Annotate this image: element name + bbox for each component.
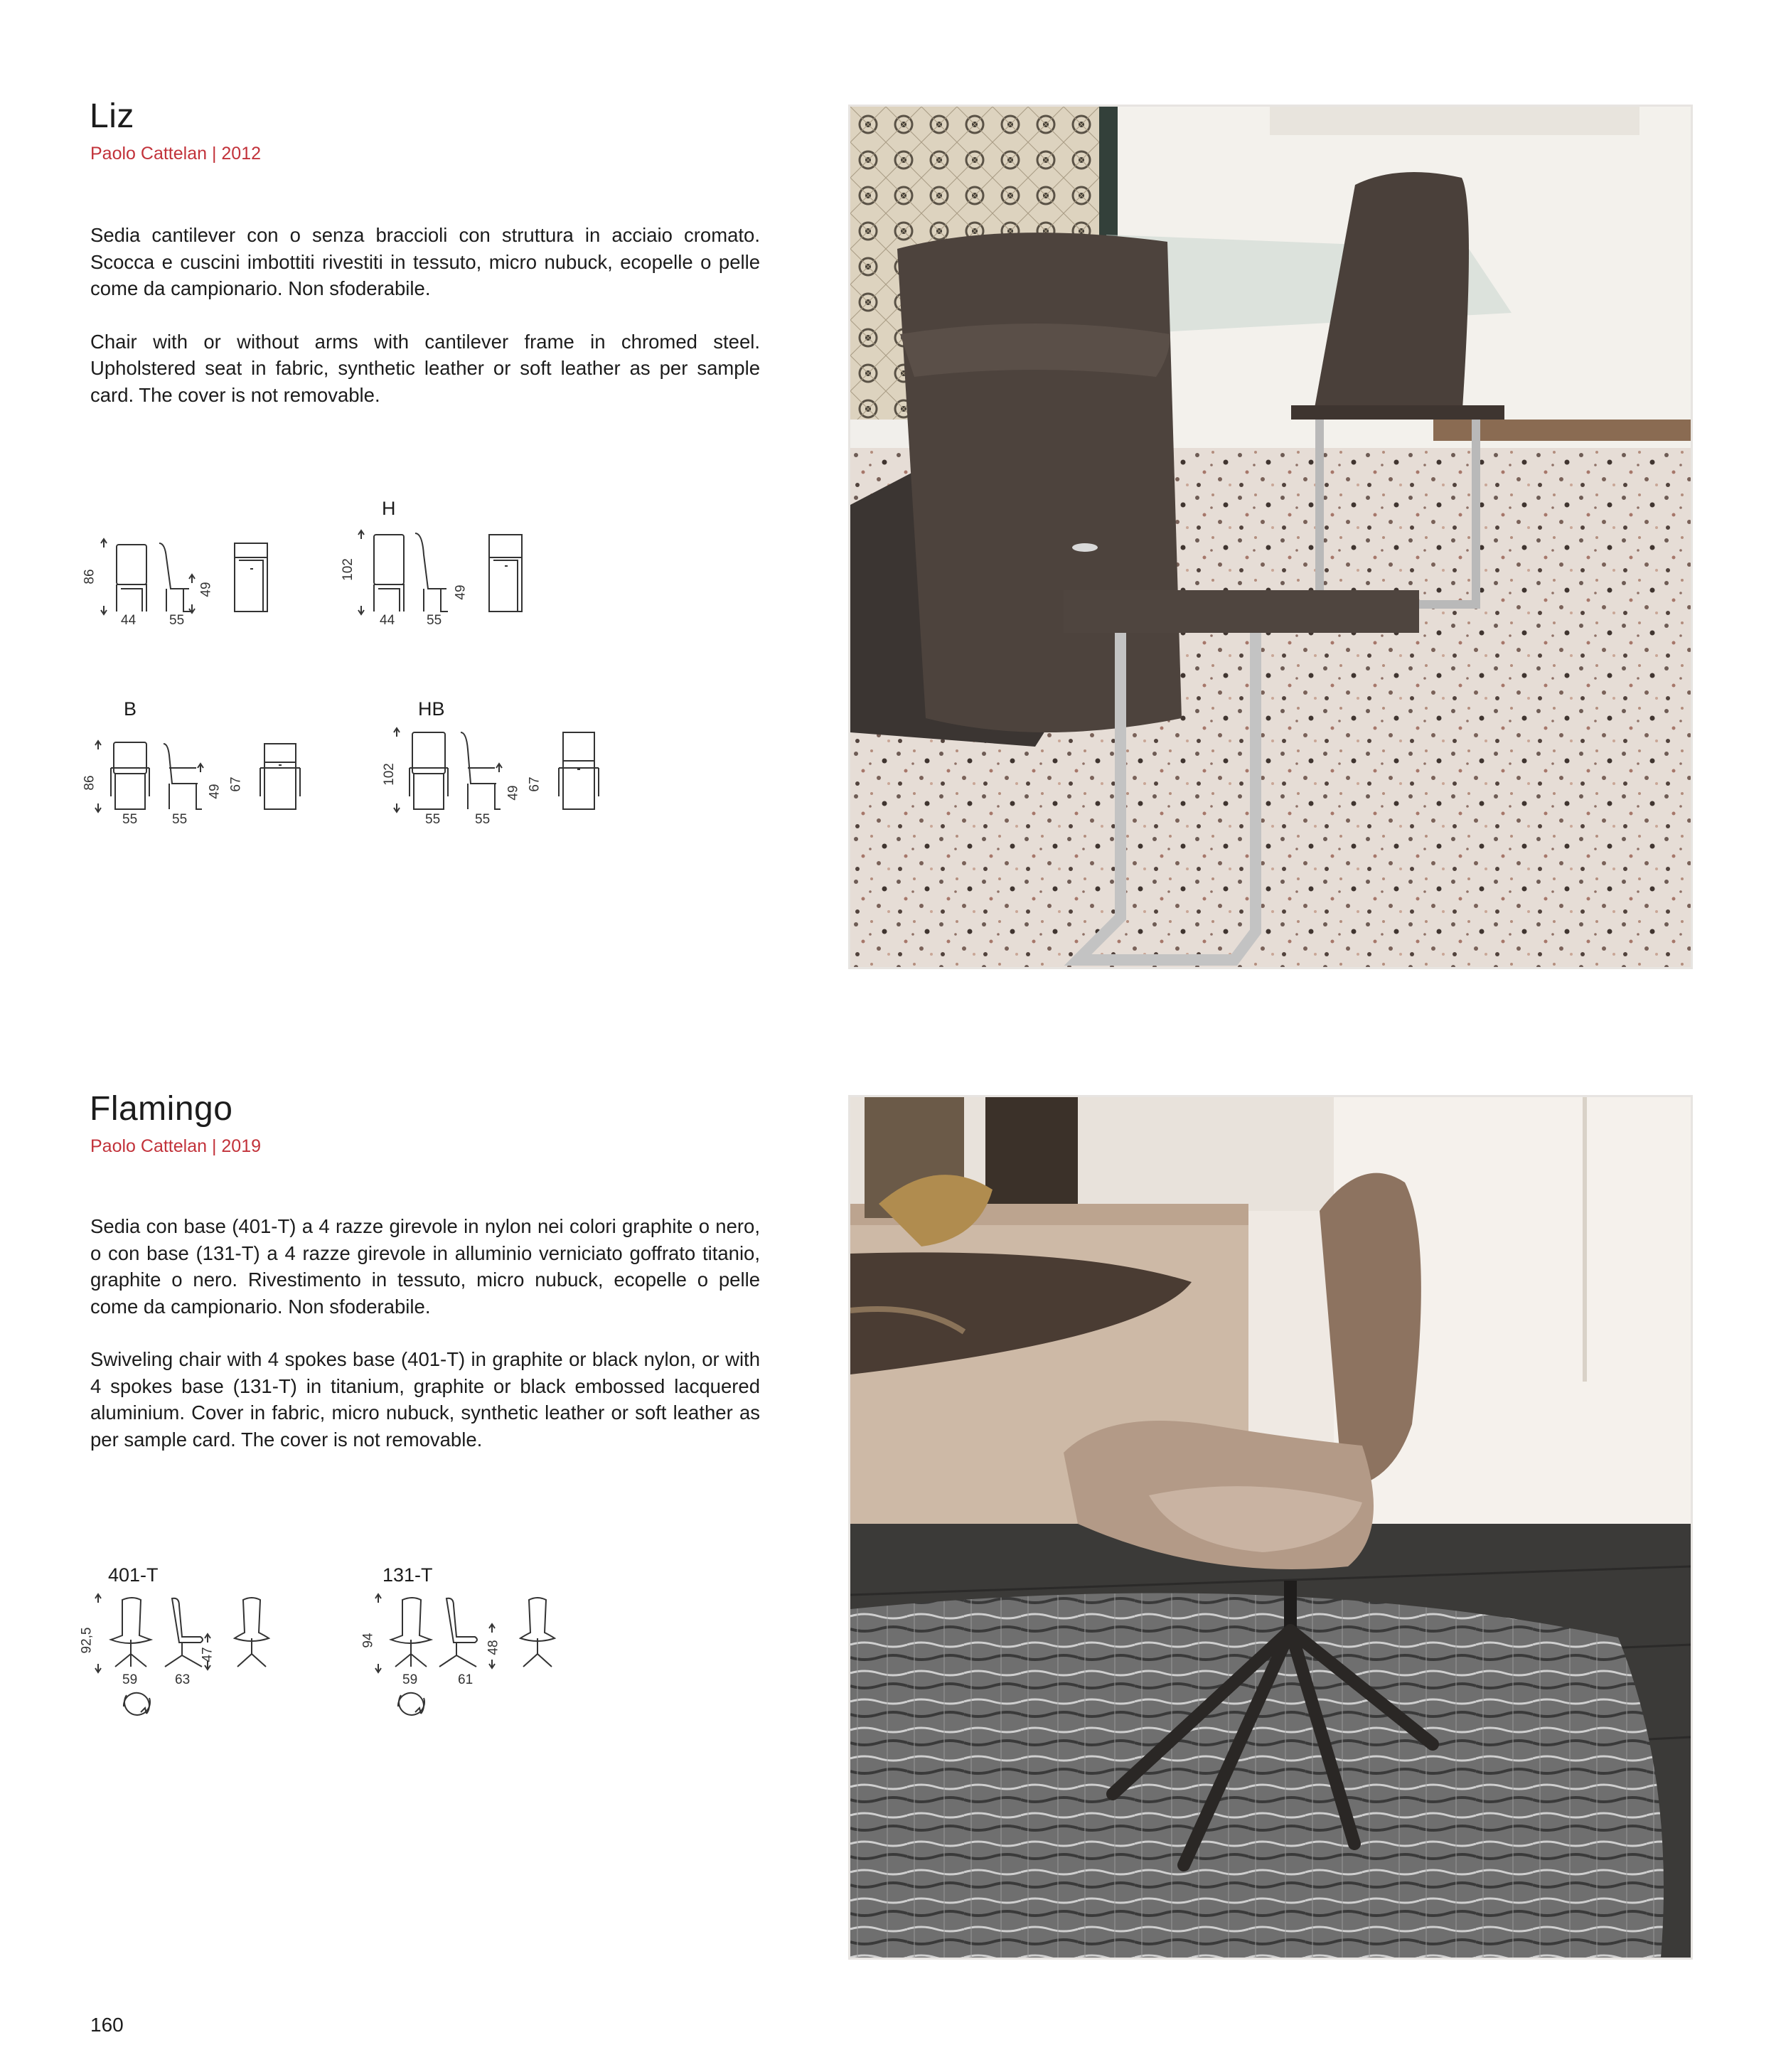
liz-variant-h-label: H [382, 498, 396, 519]
flamingo-401t-depth: 63 [175, 1672, 191, 1687]
liz-hb-width: 55 [425, 812, 441, 827]
flamingo-131t-chair-icons [367, 1593, 594, 1735]
flamingo-401t-swivel-icon [124, 1693, 150, 1715]
liz-h-height: 102 [340, 558, 355, 581]
liz-std-depth: 55 [169, 613, 185, 628]
liz-designer: Paolo Cattelan | 2012 [90, 144, 262, 164]
liz-variant-b-label: B [124, 698, 137, 720]
flamingo-131t-seat: 48 [486, 1640, 501, 1655]
flamingo-401t-height: 92,5 [79, 1627, 95, 1654]
flamingo-description-en: Swiveling chair with 4 spokes base (401-T) in graphite or black nylon, or with 4 spokes base (131-T) in titanium, graphite or black embossed lacquered aluminium. Cover in fabric, micro nubuck, synthetic leather or soft leather as per sample card. The cover is not removable. [90, 1348, 760, 1451]
liz-b-width: 55 [122, 812, 138, 827]
flamingo-description [90, 1213, 760, 1479]
liz-b-arm: 67 [228, 776, 244, 792]
flamingo-401t-width: 59 [122, 1672, 138, 1687]
flamingo-dimension-diagram-401t [79, 1593, 314, 1735]
flamingo-designer: Paolo Cattelan | 2019 [90, 1136, 262, 1156]
flamingo-product-photo [848, 1095, 1693, 1960]
liz-h-depth: 55 [427, 613, 442, 628]
liz-hb-seat: 49 [505, 785, 521, 801]
flamingo-131t-width: 59 [402, 1672, 418, 1687]
liz-h-seat: 49 [453, 584, 469, 600]
flamingo-131t-height: 94 [360, 1633, 376, 1648]
flamingo-401t-chair-icons [87, 1593, 314, 1735]
liz-b-height: 86 [82, 775, 97, 791]
liz-dimension-diagram-standard [82, 526, 303, 640]
flamingo-401t-seat: 47 [200, 1647, 215, 1662]
flamingo-description-it: Sedia con base (401-T) a 4 razze girevole in nylon nei colori graphite o nero, o con base (131-T) a 4 razze girevole in alluminio verniciato goffrato titanio, graphite o nero. Rivestimento in tessuto, micro nubuck, ecopelle o pelle come da campionario. Non sfoderabile. [90, 1215, 760, 1318]
liz-hb-arm: 67 [527, 776, 542, 792]
liz-dimension-diagram-h [340, 526, 560, 640]
liz-description [90, 222, 760, 434]
liz-description-en: Chair with or without arms with cantilever frame in chromed steel. Upholstered seat in fabric, synthetic leather or soft leather as per sample card. The cover is not removable. [90, 330, 760, 406]
liz-b-seat: 49 [207, 784, 223, 799]
liz-h-width: 44 [380, 613, 395, 628]
liz-dimension-diagram-b [82, 732, 317, 846]
liz-b-depth: 55 [172, 812, 188, 827]
liz-std-width: 44 [121, 613, 137, 628]
liz-dimension-diagram-hb [381, 725, 616, 846]
flamingo-title: Flamingo [90, 1090, 233, 1128]
flamingo-131t-depth: 61 [458, 1672, 474, 1687]
liz-product-photo [848, 105, 1693, 969]
liz-description-it: Sedia cantilever con o senza braccioli con struttura in acciaio cromato. Scocca e cuscini imbottiti rivestiti in tessuto, micro nubuck, ecopelle o pelle come da campionario. Non sfoderabile. [90, 224, 760, 299]
liz-hb-height: 102 [381, 763, 397, 786]
liz-hb-depth: 55 [475, 812, 491, 827]
flamingo-variant-401t-label: 401-T [108, 1564, 159, 1586]
liz-h-chair-icons [347, 526, 560, 640]
page-number: 160 [90, 2014, 124, 2036]
flamingo-dimension-diagram-131t [360, 1593, 594, 1735]
liz-variant-hb-label: HB [418, 698, 445, 720]
liz-b-chair-icons [90, 732, 317, 846]
flamingo-variant-131t-label: 131-T [383, 1564, 433, 1586]
liz-std-height: 86 [82, 569, 97, 584]
flamingo-131t-swivel-icon [398, 1693, 424, 1715]
liz-std-seat: 49 [198, 582, 214, 597]
liz-title: Liz [90, 97, 134, 135]
liz-hb-chair-icons [388, 725, 616, 846]
